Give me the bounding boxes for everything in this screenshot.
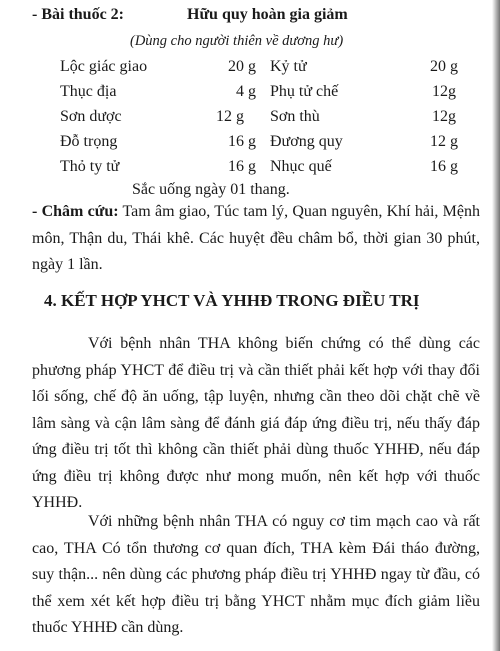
- herb-name: Sơn dược: [60, 108, 122, 125]
- recipe-usage: Sắc uống ngày 01 thang.: [132, 181, 290, 198]
- herb-name: Thỏ ty tử: [60, 158, 120, 175]
- recipe-name: Hữu quy hoàn gia giảm: [187, 6, 348, 23]
- acupuncture-paragraph: [32, 199, 480, 279]
- herb-quantity: 16 g: [228, 133, 256, 150]
- herb-quantity: 4 g: [236, 83, 256, 100]
- herb-name: Sơn thù: [270, 108, 320, 125]
- herb-name: Thục địa: [60, 83, 117, 100]
- acupuncture-label: - Châm cứu:: [32, 203, 119, 220]
- herb-quantity: 12 g: [216, 108, 244, 125]
- herb-quantity: 12g: [432, 83, 456, 100]
- herb-name: Phụ tử chế: [270, 83, 339, 100]
- herb-quantity: 12g: [432, 108, 456, 125]
- herb-name: Lộc giác giao: [60, 58, 148, 75]
- herb-quantity: 16 g: [228, 158, 256, 175]
- herb-quantity: 20 g: [430, 58, 458, 75]
- acupuncture-text: Tam âm giao, Túc tam lý, Quan nguyên, Khí hải, Mệnh môn, Thận du, Thái khê. Các huyệt đều châm bổ, thời gian 30 phút, ngày 1 lần.: [32, 203, 480, 273]
- herb-name: Đương quy: [270, 133, 343, 150]
- recipe-note: (Dùng cho người thiên về dương hư): [130, 33, 344, 49]
- herb-name: Đỗ trọng: [60, 133, 118, 150]
- herb-quantity: 16 g: [430, 158, 458, 175]
- section-paragraph-1: Với bệnh nhân THA không biến chứng có thể dùng các phương pháp YHCT để điều trị và cần thiết phải kết hợp với thay đổi lối sống, chế độ ăn uống, tập luyện, nhưng cần theo dõi chặt chẽ về lâm sàng và cận lâm sàng để đánh giá đáp ứng điều trị, nếu thấy đáp ứng điều trị tốt thì không cần thiết phải dùng thuốc YHHĐ, nếu đáp ứng điều trị không được như mong muốn, nên kết hợp với thuốc YHHĐ.: [32, 335, 480, 511]
- herb-name: Nhục quế: [270, 158, 332, 175]
- section-paragraph-2: Với những bệnh nhân THA có nguy cơ tim mạch cao và rất cao, THA Có tổn thương cơ quan đích, THA kèm Đái tháo đường, suy thận... nên dùng các phương pháp điều trị YHHĐ ngay từ đầu, có thể xem xét kết hợp điều trị bằng YHCT nhằm mục đích giảm liều thuốc YHHĐ cần dùng.: [32, 513, 480, 636]
- section-heading: 4. KẾT HỢP YHCT VÀ YHHĐ TRONG ĐIỀU TRỊ: [44, 291, 420, 310]
- recipe-label: - Bài thuốc 2:: [32, 6, 124, 23]
- herb-name: Kỷ tử: [270, 58, 307, 75]
- herb-quantity: 12 g: [430, 133, 458, 150]
- page-edge-shadow: [492, 0, 500, 651]
- herb-quantity: 20 g: [228, 58, 256, 75]
